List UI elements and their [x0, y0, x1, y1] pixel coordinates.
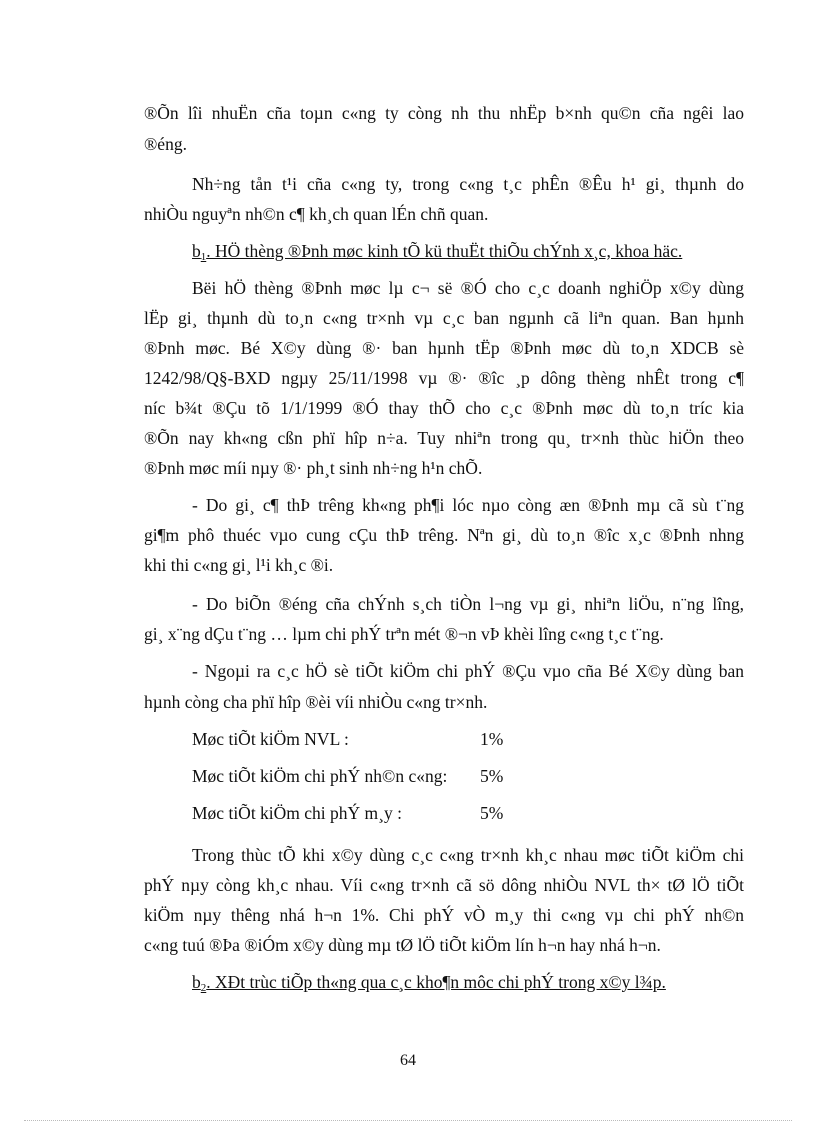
- page-number: 64: [400, 1052, 416, 1069]
- paragraph-line: Trong thùc tÕ khi x©y dùng c¸c c«ng tr×nh kh¸c nhau møc tiÕt kiÖm chi: [192, 845, 744, 865]
- paragraph-line: - Do biÕn ®éng cña chÝnh s¸ch tiÒn l¬ng vµ gi¸ nhiªn liÖu, n¨ng lîng,: [192, 594, 744, 614]
- paragraph-line: hµnh còng cha phï hîp ®èi víi nhiÒu c«ng tr×nh.: [144, 692, 488, 712]
- heading-subscript: 1: [200, 251, 207, 263]
- paragraph-line: nhiÒu nguyªn nh©n c¶ kh¸ch quan lÉn chñ quan.: [144, 204, 489, 224]
- heading-text: . XÐt trùc tiÕp th«ng qua c¸c kho¶n môc chi phÝ trong x©y l¾p.: [206, 972, 666, 992]
- paragraph-line: lËp gi¸ thµnh dù to¸n c«ng tr×nh vµ c¸c ban ngµnh cã liªn quan. Ban hµnh: [144, 308, 744, 328]
- paragraph-line: phÝ nµy còng kh¸c nhau. Víi c«ng tr×nh cã sö dông nhiÒu NVL th× tØ lÖ tiÕt: [144, 875, 744, 895]
- paragraph-line: níc b¾t ®Çu tõ 1/1/1999 ®Ó thay thÕ cho c¸c ®Þnh møc dù to¸n tríc kia: [144, 398, 744, 418]
- paragraph-line: kiÖm nµy thêng nhá h¬n 1%. Chi phÝ vÒ m¸y thi c«ng vµ chi phÝ nh©n: [144, 905, 744, 925]
- paragraph-line: khi thi c«ng gi¸ l¹i kh¸c ®i.: [144, 555, 334, 575]
- paragraph-line: 1242/98/Q§-BXD ngµy 25/11/1998 vµ ®· ®îc ¸p dông thèng nhÊt trong c¶: [144, 368, 744, 388]
- savings-value: 1%: [480, 729, 504, 749]
- savings-label: Møc tiÕt kiÖm chi phÝ m¸y :: [192, 803, 402, 823]
- paragraph-line: ®Õn nay kh«ng cßn phï hîp n÷a. Tuy nhiªn trong qu¸ tr×nh thùc hiÖn theo: [144, 428, 744, 448]
- paragraph-line: Nh÷ng tån t¹i cña c«ng ty, trong c«ng t¸c phÊn ®Êu h¹ gi¸ thµnh do: [192, 174, 744, 194]
- savings-label: Møc tiÕt kiÖm NVL :: [192, 729, 349, 749]
- paragraph-line: gi¶m phô thuéc vµo cung cÇu thÞ trêng. Nªn gi¸ dù to¸n ®îc x¸c ®Þnh nhng: [144, 525, 744, 545]
- paragraph-line: - Do gi¸ c¶ thÞ trêng kh«ng ph¶i lóc nµo còng æn ®Þnh mµ cã sù t¨ng: [192, 495, 744, 515]
- paragraph-line: - Ngoµi ra c¸c hÖ sè tiÕt kiÖm chi phÝ ®Çu vµo cña Bé X©y dùng ban: [192, 661, 744, 681]
- savings-value: 5%: [480, 803, 504, 823]
- heading-letter: b: [192, 972, 201, 992]
- paragraph-line: ®Þnh møc míi nµy ®· ph¸t sinh nh÷ng h¹n chÕ.: [144, 458, 483, 478]
- savings-label: Møc tiÕt kiÖm chi phÝ nh©n c«ng:: [192, 766, 448, 786]
- heading-subscript: 2: [200, 982, 207, 994]
- paragraph-line: Bëi hÖ thèng ®Þnh møc lµ c¬ së ®Ó cho c¸c doanh nghiÖp x©y dùng: [192, 278, 744, 298]
- savings-value: 5%: [480, 766, 504, 786]
- section-heading-b1: [192, 239, 744, 269]
- paragraph-line: gi¸ x¨ng dÇu t¨ng … lµm chi phÝ trªn mét ®¬n vÞ khèi lîng c«ng t¸c t¨ng.: [144, 624, 664, 644]
- heading-letter: b: [192, 241, 201, 261]
- page-bottom-divider: [24, 1120, 792, 1121]
- paragraph-line: ®Þnh møc. Bé X©y dùng ®· ban hµnh tËp ®Þnh møc dù to¸n XDCB sè: [144, 338, 744, 358]
- heading-text: . HÖ thèng ®Þnh møc kinh tÕ kü thuËt thiÕu chÝnh x¸c, khoa häc.: [206, 241, 683, 261]
- paragraph-line: ®éng.: [144, 134, 187, 154]
- section-heading-b2: [192, 970, 744, 1000]
- paragraph-line: ®Õn lîi nhuËn cña toµn c«ng ty còng nh thu nhËp b×nh qu©n cña ngêi lao: [144, 103, 744, 123]
- paragraph-line: c«ng tuú ®Þa ®iÓm x©y dùng mµ tØ lÖ tiÕt kiÖm lín h¬n hay nhá h¬n.: [144, 935, 661, 955]
